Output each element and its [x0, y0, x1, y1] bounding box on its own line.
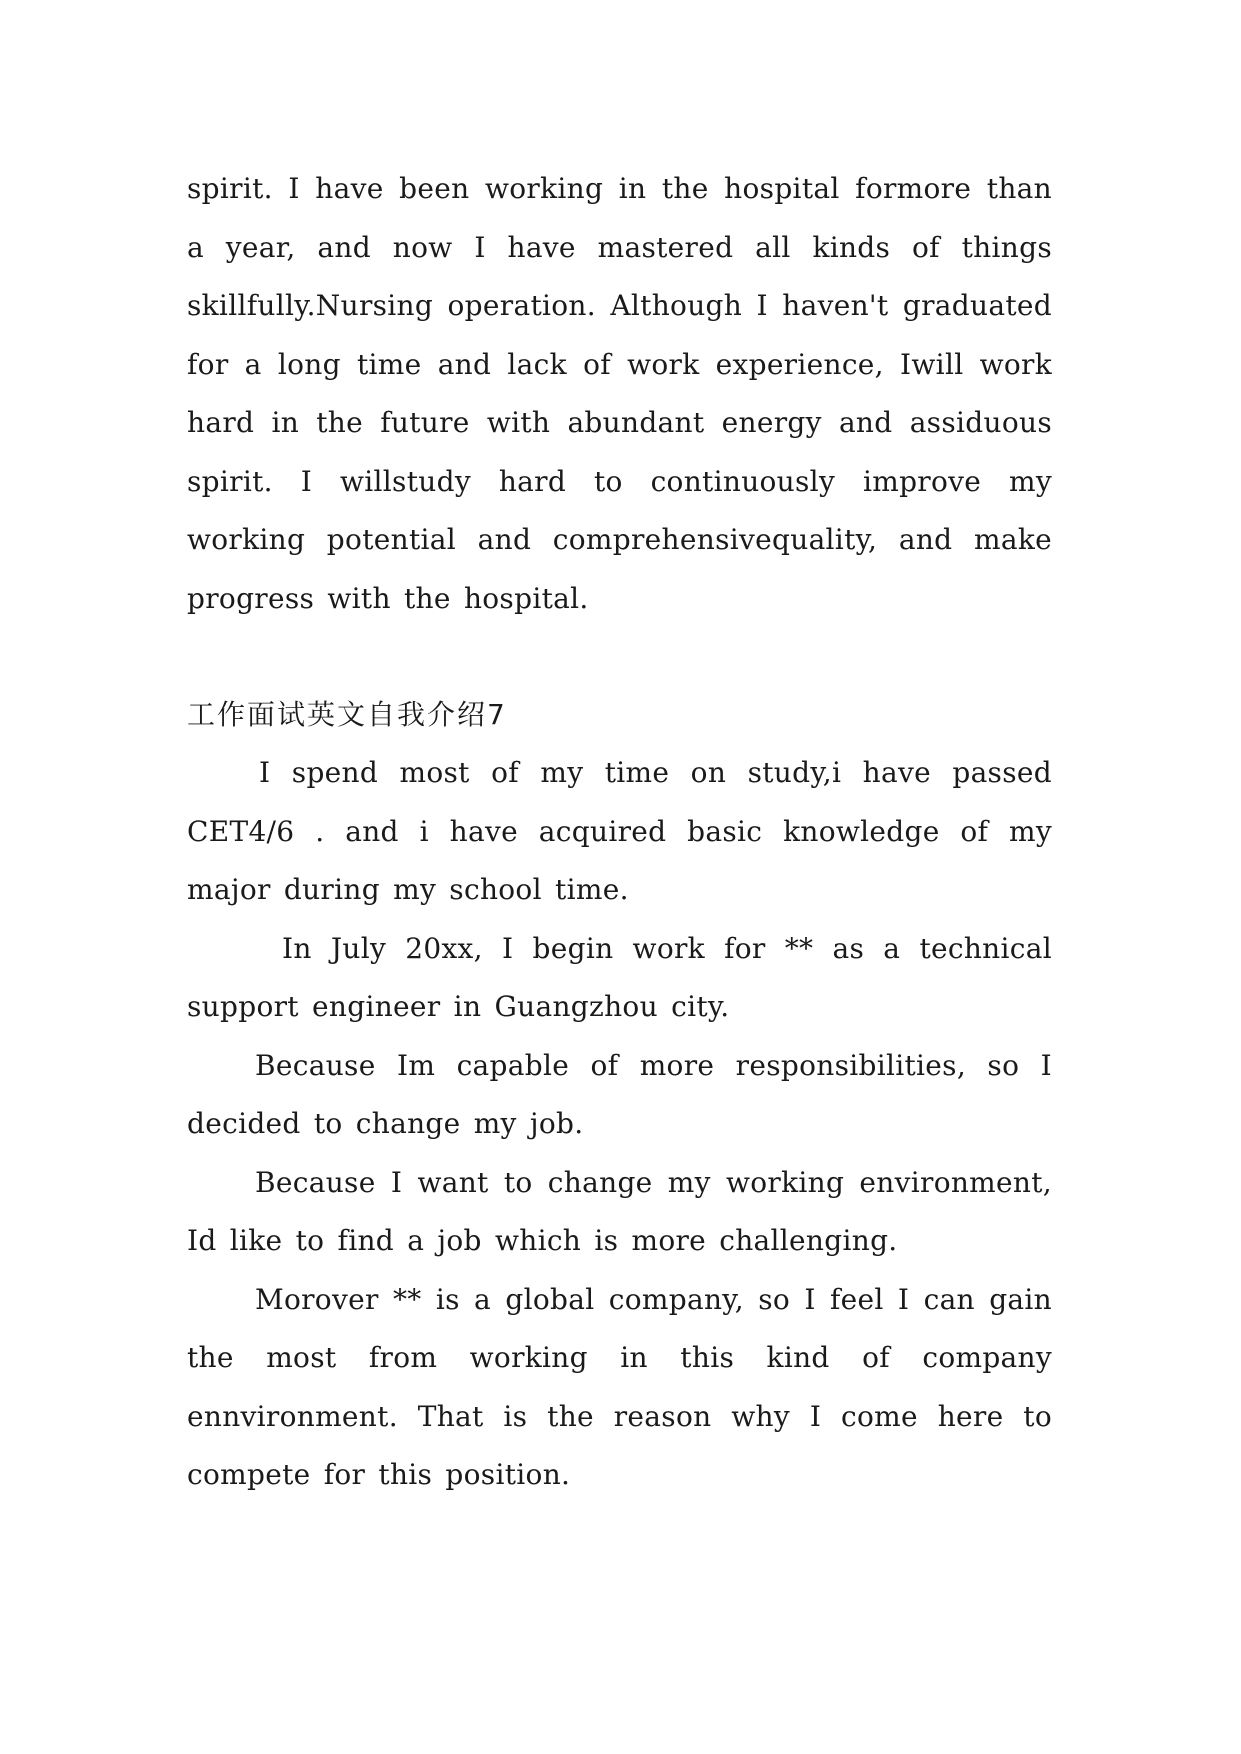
paragraph-responsibilities: Because Im capable of more responsibilities, so I decided to change my job. — [187, 1048, 1052, 1140]
paragraph-environment: Because I want to change my working environment, Id like to find a job which is more challenging. — [187, 1165, 1052, 1257]
paragraph-study: I spend most of my time on study,i have passed CET4/6 . and i have acquired basic knowledge of my major during my school time. — [187, 756, 1052, 906]
section-heading: 工作面试英文自我介绍7 — [187, 698, 507, 731]
paragraph-hospital-experience: spirit. I have been working in the hospital formore than a year, and now I have mastered all kinds of things skillfully.Nursing operation. Although I haven't graduated for a long time and lack of work experience, Iwill work hard in the future with abundant energy and assiduous spirit. I willstudy hard to continuously improve my working potential and comprehensivequality, and make progress with the hospital. — [187, 172, 1052, 615]
paragraph-work-start: In July 20xx, I begin work for ** as a technical support engineer in Guangzhou city. — [187, 931, 1052, 1023]
paragraph-global-company: Morover ** is a global company, so I feel I can gain the most from working in this kind of company ennvironment. That is the reason why I come here to compete for this position. — [187, 1282, 1052, 1491]
document-page — [187, 160, 1052, 1505]
